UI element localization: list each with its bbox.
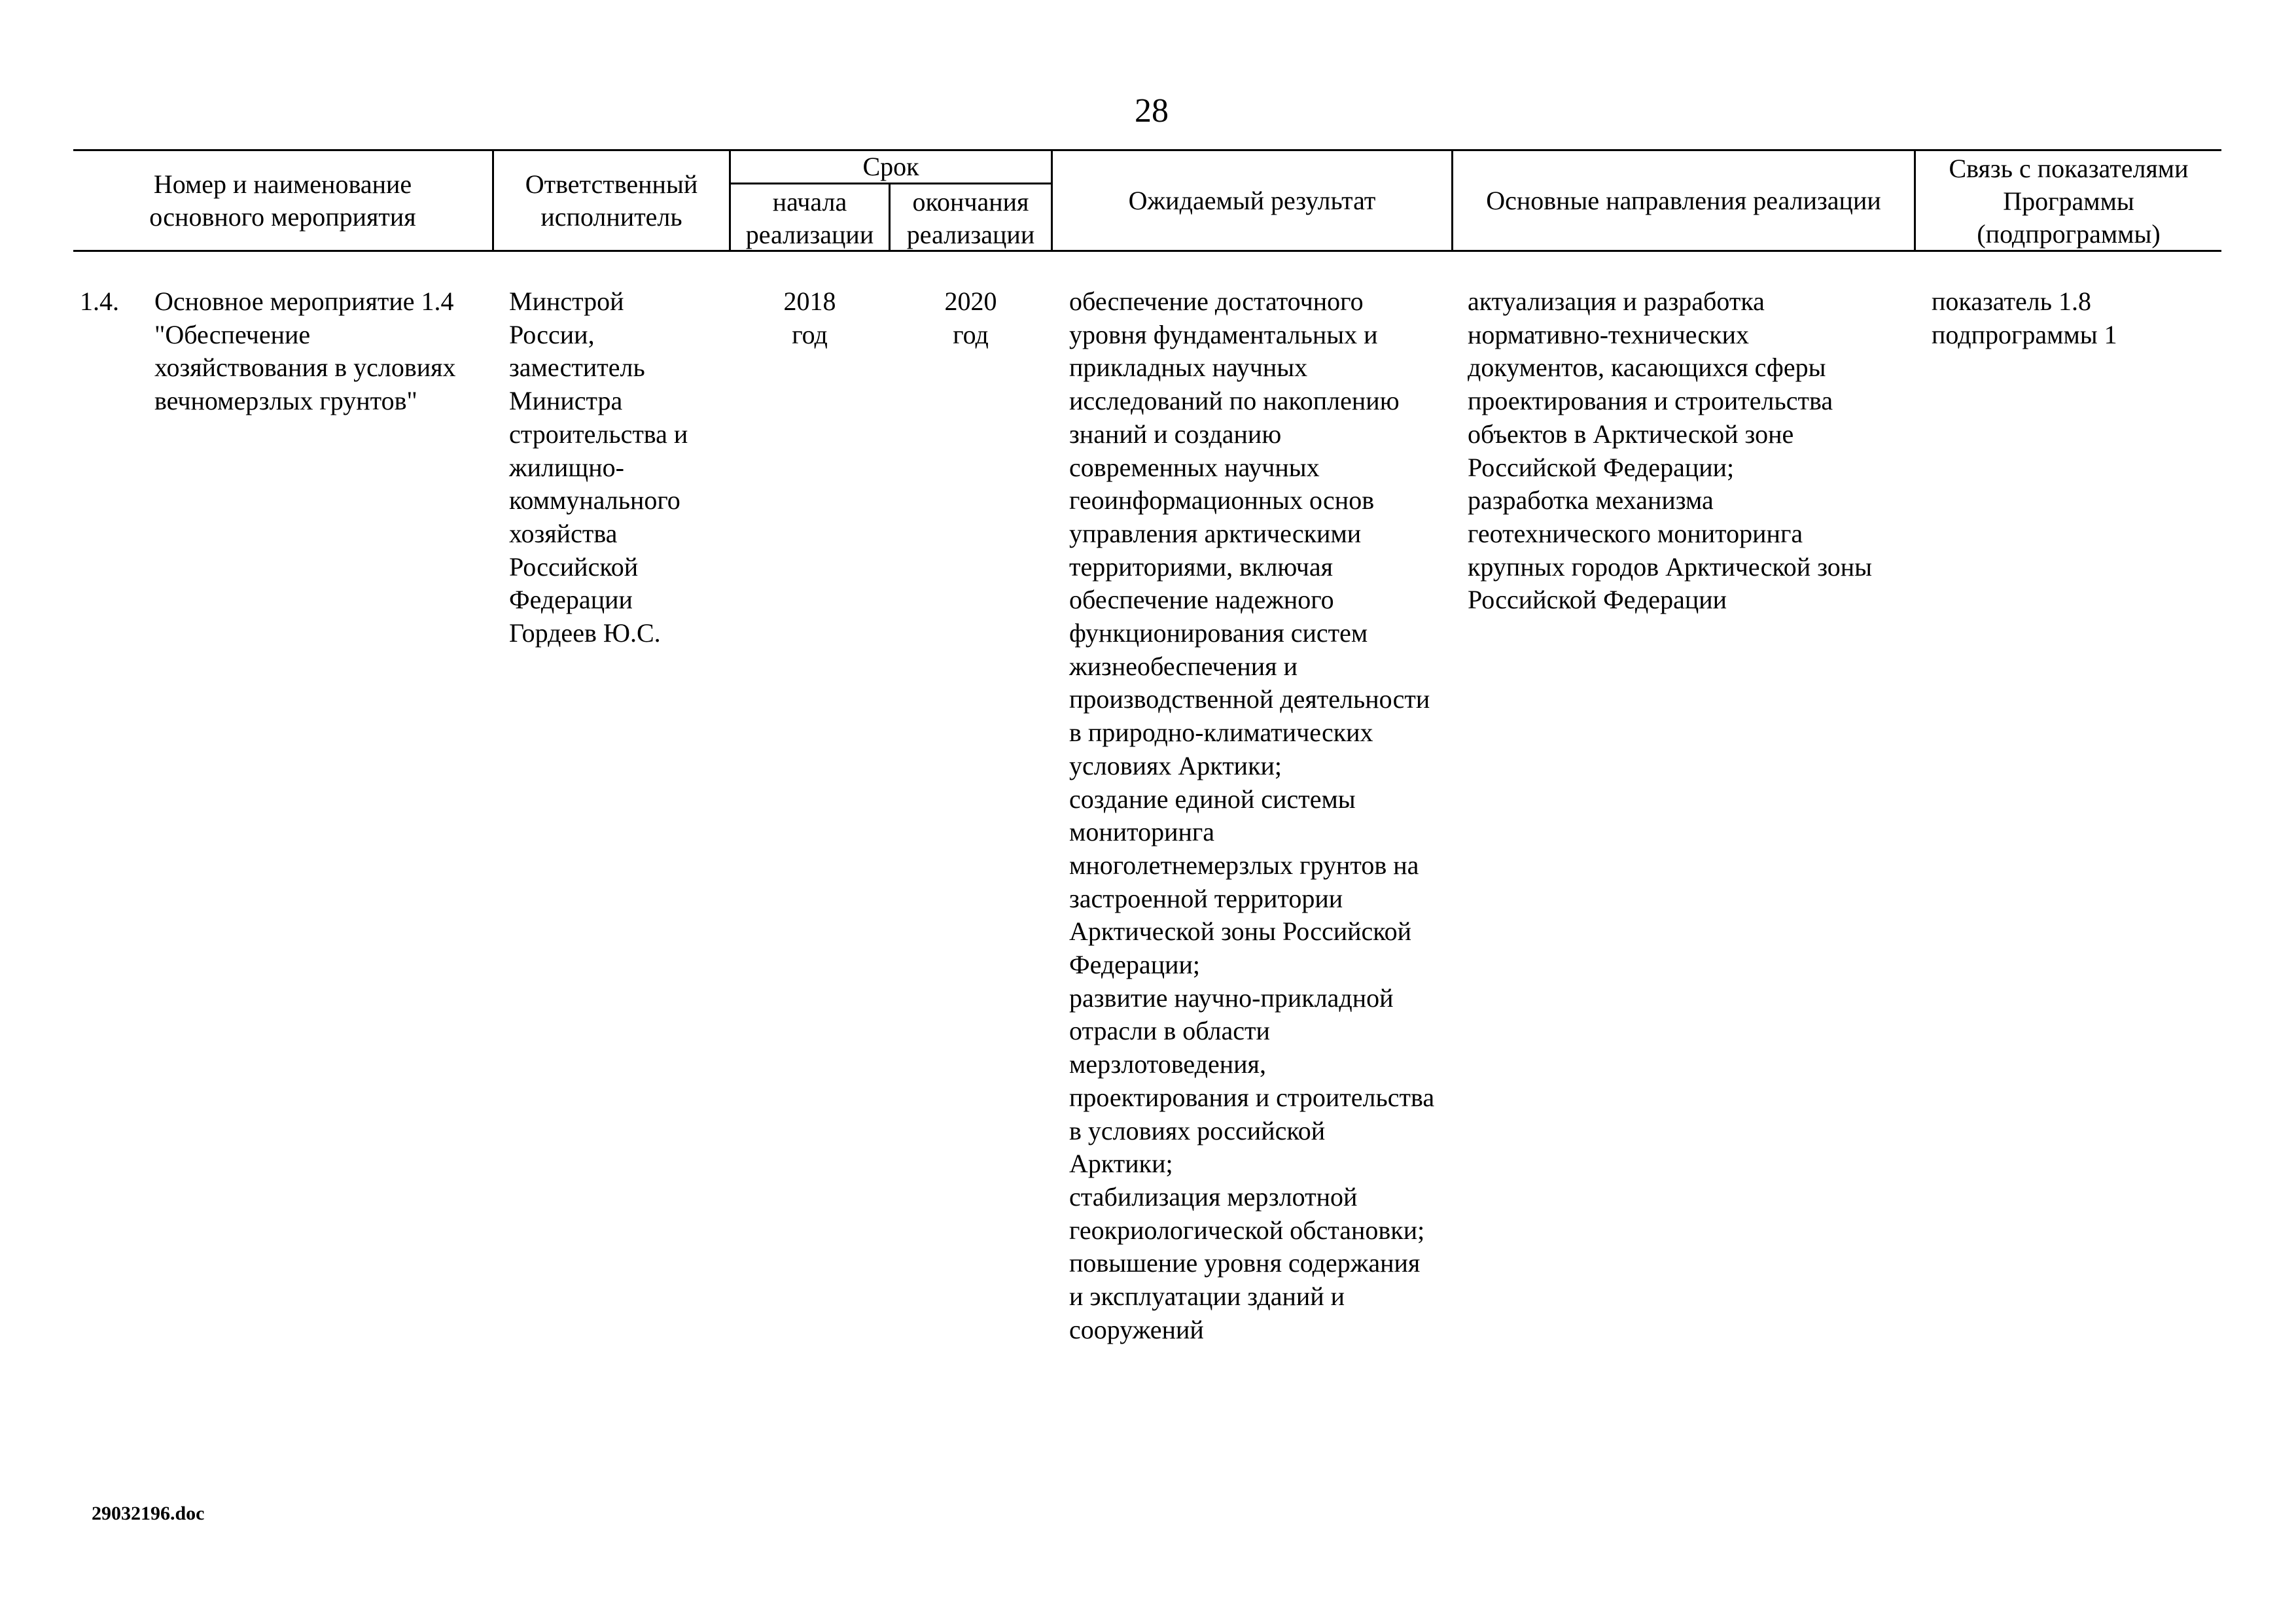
row-name: Основное мероприятие 1.4 "Обеспечение хозяйствования в условиях вечномерзлых грунтов" [154,287,456,416]
row-executor: Минстрой России, заместитель Министра строительства и жилищно- коммунального хозяйства Российской Федерации Гордеев Ю.С. [509,287,688,648]
header-result: Ожидаемый результат [1128,186,1376,215]
table-top-rule [73,149,2221,151]
header-start: начала реализации [745,187,874,249]
header-directions: Основные направления реализации [1486,186,1881,215]
header-term: Срок [862,152,919,181]
header-link: Связь с показателями Программы (подпрограммы) [1949,154,2189,249]
page-number: 28 [1135,92,1169,130]
row-result: обеспечение достаточного уровня фундаментальных и прикладных научных исследований по накоплению знаний и созданию современных научных геоинформационных основ управления арктическими территориями, включая обеспечение надежного функционирования систем жизнеобеспечения и производственной деятельности в природно-климатических условиях Арктики; создание единой системы мониторинга многолетнемерзлых грунтов на застроенной территории Арктической зоны Российской Федерации; развитие научно-прикладной отрасли в области мерзлотоведения, проектирования и строительства в условиях российской Арктики; стабилизация мерзлотной геокриологической обстановки; повышение уровня содержания и эксплуатации зданий и сооружений [1069,287,1435,1344]
row-end: 2020 год [944,287,997,349]
header-end: окончания реализации [906,187,1035,249]
table-header-bottom-rule [73,250,2221,252]
row-start: 2018 год [783,287,836,349]
row-number: 1.4. [80,287,119,316]
row-link: показатель 1.8 подпрограммы 1 [1932,287,2117,349]
row-directions: актуализация и разработка нормативно-технических документов, касающихся сферы проектирования и строительства объектов в Арктической зоне Российской Федерации; разработка механизма геотехнического мониторинга крупных городов Арктической зоны Российской Федерации [1468,287,1873,615]
header-name: Номер и наименование основного мероприятия [149,169,416,232]
header-executor: Ответственный исполнитель [525,169,698,232]
footer-filename: 29032196.doc [92,1503,205,1524]
